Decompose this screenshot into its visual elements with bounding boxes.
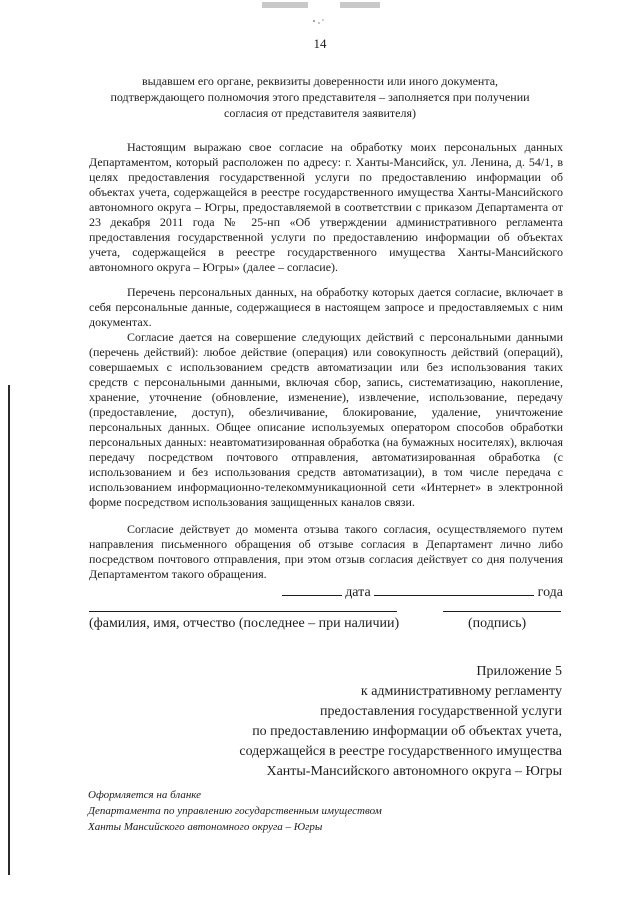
date-line	[89, 583, 563, 601]
signature-label: (подпись)	[468, 616, 527, 631]
name-signature-line	[89, 611, 397, 612]
validity-paragraph: Согласие действует до момента отзыва такого согласия, осуществляемого путем направления письменного обращения об отзыве согласия в Департамент лично либо посредством почтового отправления, при этом отзыв согласия действует со дня получения Департаментом такого обращения.	[89, 522, 563, 581]
appendix-line: Ханты-Мансийского автономного округа – Югры	[266, 764, 562, 779]
appendix-heading	[102, 662, 562, 782]
scan-artifact	[340, 2, 380, 8]
date-blank	[282, 583, 342, 596]
signature-line	[443, 611, 561, 612]
date-value-blank	[374, 583, 534, 596]
appendix-line: по предоставлению информации об объектах учета,	[252, 724, 562, 739]
consent-paragraph: Настоящим выражаю свое согласие на обработку моих персональных данных Департаментом, который расположен по адресу: г. Ханты-Мансийск, ул. Ленина, д. 54/1, в целях предоставления государственной услуги по предоставлению информации об объектах учета, содержащейся в реестре государственного имущества Ханты-Мансийского автономного округа – Югры, предоставляемой в соответствии с приказом Департамента от 23 декабря 2011 года № 25-нп «Об утверждении административного регламента предоставления государственной услуги по предоставлению информации об объектах учета, содержащейся в реестре государственного имущества Ханты-Мансийского автономного округа – Югры» (далее – согласие).	[89, 140, 563, 274]
note-line: Оформляется на бланке	[88, 789, 202, 801]
page-number: 14	[313, 36, 327, 51]
date-word: дата	[345, 585, 371, 600]
letterhead-note	[88, 787, 382, 835]
appendix-line: к административному регламенту	[360, 684, 562, 699]
scan-edge-line	[8, 385, 10, 875]
appendix-line: предоставления государственной услуги	[320, 704, 562, 719]
name-label: (фамилия, имя, отчество (последнее – при наличии)	[89, 616, 400, 631]
year-word: года	[537, 585, 563, 600]
personal-data-paragraph: Перечень персональных данных, на обработку которых дается согласие, включает в себя персональные данные, содержащиеся в настоящем запросе и предоставляемых с ним документах.	[89, 285, 563, 329]
scan-artifact	[262, 2, 308, 8]
header-line: подтверждающего полномочия этого представителя – заполняется при получении	[110, 90, 530, 104]
header-line: выдавшем его органе, реквизиты доверенности или иного документа,	[141, 74, 499, 88]
actions-paragraph: Согласие дается на совершение следующих действий с персональными данными (перечень действий): любое действие (операция) или совокупность действий (операций), совершаемых с использованием средств автоматизации или без использования таких средств с персональными данными, включая сбор, запись, систематизацию, накопление, хранение, уточнение (обновление, изменение), извлечение, использование, передачу (предоставление, доступ), обезличивание, блокирование, удаление, уничтожение персональных данных. Общее описание используемых оператором способов обработки персональных данных: неавтоматизированная обработка (на бумажных носителях), включая передачу посредством почтового отправления, автоматизированная обработка (с использованием и без использования средств автоматизации), в том числе передача с использованием информационно-телекоммуникационной сети «Интернет» в электронной форме посредством использования защищенных каналов связи.	[89, 330, 563, 509]
header-line: согласия от представителя заявителя)	[224, 106, 416, 120]
note-line: Департамента по управлению государственным имуществом	[88, 805, 382, 817]
header-block	[60, 73, 580, 121]
scan-specks	[312, 18, 326, 26]
appendix-line: Приложение 5	[476, 664, 562, 679]
note-line: Ханты Мансийского автономного округа – Югры	[88, 821, 323, 833]
appendix-line: содержащейся в реестре государственного имущества	[239, 744, 562, 759]
